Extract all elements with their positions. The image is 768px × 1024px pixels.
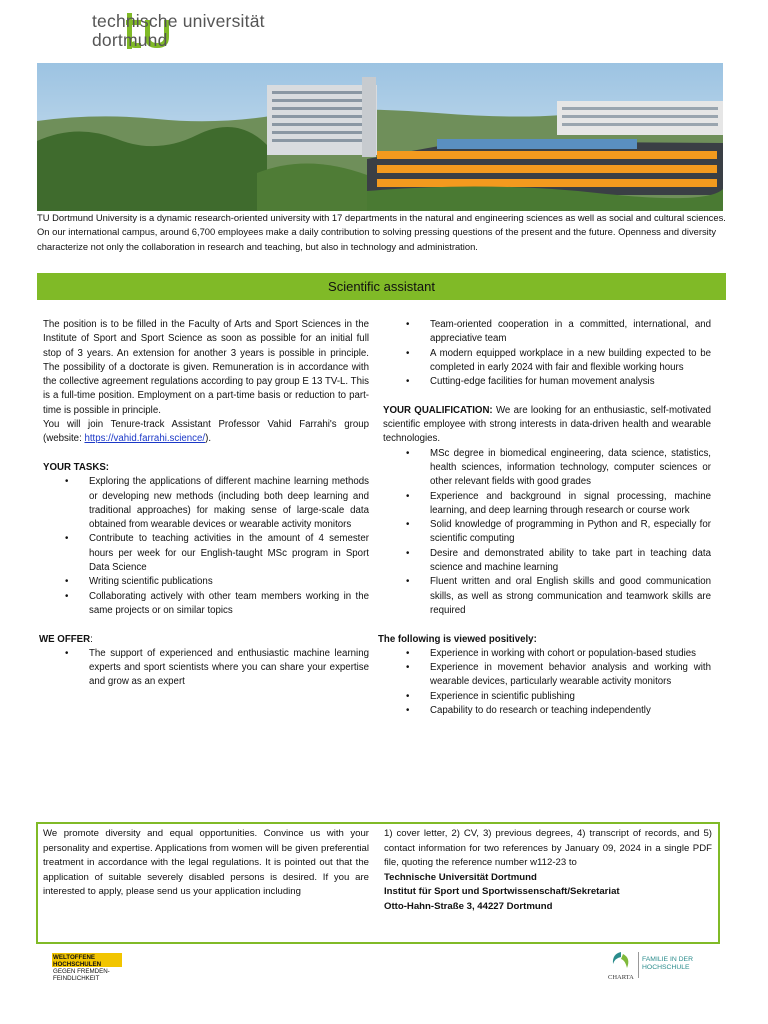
charta-label: CHARTA [608,974,634,981]
charta-familie-logo [607,950,722,982]
list-item: • Team-oriented cooperation in a committed, international, and appreciative team [430,318,711,347]
list-item: • Collaborating actively with other team members working in the same projects or on similar topics [89,590,369,619]
list-item: • Cutting-edge facilities for human movement analysis [430,375,711,389]
application-box-left [43,827,369,900]
seal-line4: FEINDLICHKEIT [53,975,100,982]
qualification-intro [383,404,711,447]
address-line: Technische Universität Dortmund [384,871,537,883]
seal-line1: WELTOFFENE [53,954,96,961]
campus-photo [37,63,723,211]
qualification-intro-text: We are looking for an enthusiastic, self-motivated scientific employee with strong interests in data-driven health and wearable technologies. [383,404,711,445]
tasks-list [89,475,369,618]
list-item: • Capability to do research or teaching independently [430,704,711,718]
qualification-heading: YOUR QUALIFICATION: [383,404,493,416]
seal-line3: GEGEN FREMDEN- [53,968,110,975]
list-item: • Exploring the applications of different machine learning methods or developing new methods (including both deep learning and traditional approaches) for making sense of large-scale data obtained from wearable devices or wearable activity monitors [89,475,369,532]
positive-heading: The following is viewed positively: [378,633,537,645]
left-column [39,318,369,690]
seal-line2: HOCHSCHULEN [53,961,102,968]
application-requirements: 1) cover letter, 2) CV, 3) previous degrees, 4) transcript of records, and 5) contact information for two references by January 09, 2024 in a single PDF file, quoting the reference number w112-23 to [384,828,712,869]
right-column [378,318,711,718]
diversity-text: We promote diversity and equal opportunities. Convince us with your personality and expertise. Applications from women will be given preferential treatment in accordance with the legal regulations. It is pointed out that the application of suitable severely disabled persons is desired. If you are interested to apply, please send us your application including [43,828,369,898]
address-line: Otto-Hahn-Straße 3, 44227 Dortmund [384,900,553,912]
offer-list [89,647,369,690]
group-join-text [43,418,369,447]
list-item: • A modern equipped workplace in a new building expected to be completed in early 2024 with fair and flexible working hours [430,347,711,376]
join-text-after: ). [205,433,212,445]
list-item: • Contribute to teaching activities in the amount of 4 semester hours per week for our English-taught MSc program in Sport Data Science [89,532,369,575]
application-box-right [384,827,712,915]
tasks-heading: YOUR TASKS: [43,461,110,473]
charta-line1: FAMILIE IN DER [642,956,693,963]
offer-heading: WE OFFER [39,633,91,645]
list-item: • Writing scientific publications [89,575,369,589]
weltoffene-hochschulen-seal [52,953,130,983]
list-item: • Solid knowledge of programming in Python and R, especially for scientific computing [430,518,711,547]
qualification-list [430,447,711,619]
list-item: • Experience in movement behavior analysis and working with wearable devices, particularly wearable activity monitors [430,661,711,690]
offer-list-continued [430,318,711,389]
job-title-banner: Scientific assistant [37,273,726,300]
university-name-line1: technische universität [92,11,265,31]
list-item: • Experience and background in signal processing, machine learning, and deep learning through research or course work [430,490,711,519]
list-item: • Desire and demonstrated ability to take part in teaching data science and machine learning [430,547,711,576]
charta-leaf-icon [613,952,621,964]
position-description: The position is to be filled in the Faculty of Arts and Sport Sciences in the Institute of Sport and Sport Science as soon as possible for an initial full stop of 3 years. An extension for another 3 years is possible in principle. The possibility of a doctorate is given. Remuneration is in accordance with the collective agreement regulations according to pay group E 13 TV-L. This is a full-time position. Employment on a part-time basis or reduction to part-time is possible in principle. [43,319,369,416]
list-item: • The support of experienced and enthusiastic machine learning experts and sport scientists where you can share your expertise and grow as an expert [89,647,369,690]
list-item: • Experience in scientific publishing [430,690,711,704]
list-item: • Fluent written and oral English skills and good communication skills, as well as strong communication and teamwork skills are required [430,575,711,618]
intro-paragraph: TU Dortmund University is a dynamic research-oriented university with 17 departments in the natural and engineering sciences as well as social and cultural sciences. On our international campus, around 6,700 employees make a daily contribution to solving pressing questions of the present and the future. Openness and diversity characterize not only the collaboration in research and teaching, but also in technology and administration. [37,212,726,252]
list-item: • Experience in working with cohort or population-based studies [430,647,711,661]
offer-heading-line [39,633,369,647]
charta-line2: HOCHSCHULE [642,964,690,971]
address-line: Institut für Sport und Sportwissenschaft/Sekretariat [384,886,620,898]
university-name-line2: dortmund [92,30,168,50]
university-name [92,12,265,50]
offer-heading-colon: : [90,633,93,645]
group-website-link[interactable]: https://vahid.farrahi.science/ [84,433,206,445]
application-box [36,822,720,944]
list-item: • MSc degree in biomedical engineering, data science, statistics, health sciences, information technology, computer sciences or other relevant fields with good grades [430,447,711,490]
join-text-before: You will join Tenure-track Assistant Professor Vahid Farrahi's group (website: [43,419,369,445]
positive-list [430,647,711,718]
